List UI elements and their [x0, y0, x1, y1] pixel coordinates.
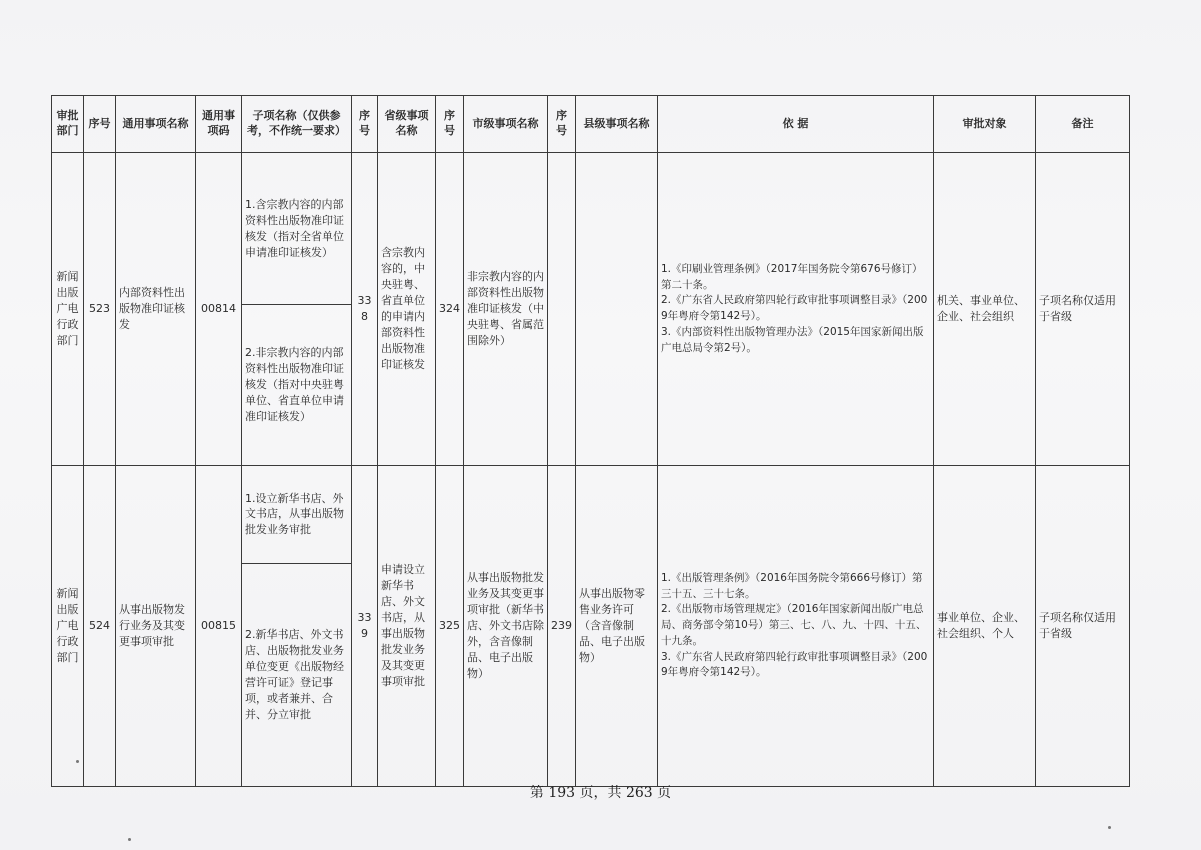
- scan-speck: [128, 838, 131, 841]
- city-name-cell: 非宗教内容的内部资料性出版物准印证核发（中央驻粤、省属范围除外）: [464, 153, 548, 466]
- dept-cell: 新闻出版广电行政部门: [52, 153, 84, 466]
- city-no-cell: 324: [436, 153, 464, 466]
- header-cell: 依 据: [658, 96, 934, 153]
- prov-no-cell: 338: [352, 153, 378, 466]
- basis-cell: [658, 466, 934, 787]
- basis-line: 3.《广东省人民政府第四轮行政审批事项调整目录》（2009年粤府令第142号）。: [661, 650, 928, 679]
- county-no-cell: 239: [548, 466, 576, 787]
- table-row: [52, 466, 1130, 564]
- note-cell: 子项名称仅适用于省级: [1036, 153, 1130, 466]
- item-code-cell: 00814: [196, 153, 242, 466]
- dept-cell: 新闻出版广电行政部门: [52, 466, 84, 787]
- header-cell: 市级事项名称: [464, 96, 548, 153]
- header-cell: 省级事项名称: [378, 96, 436, 153]
- header-cell: 子项名称（仅供参考，不作统一要求）: [242, 96, 352, 153]
- prov-no-cell: 339: [352, 466, 378, 787]
- header-cell: 序号: [84, 96, 116, 153]
- sub-item-cell: 1.含宗教内容的内部资料性出版物准印证核发（指对全省单位申请准印证核发）: [242, 153, 352, 305]
- note-cell: 子项名称仅适用于省级: [1036, 466, 1130, 787]
- target-cell: 机关、事业单位、企业、社会组织: [934, 153, 1036, 466]
- basis-line: 2.《出版物市场管理规定》（2016年国家新闻出版广电总局、商务部令第10号）第三、七、八、九、十四、十五、十九条。: [661, 603, 927, 647]
- header-cell: 备注: [1036, 96, 1130, 153]
- header-cell: 通用事项名称: [116, 96, 196, 153]
- header-cell: 县级事项名称: [576, 96, 658, 153]
- basis-line: 2.《广东省人民政府第四轮行政审批事项调整目录》（2009年粤府令第142号）。: [661, 294, 928, 322]
- city-no-cell: 325: [436, 466, 464, 787]
- sub-item-cell: 2.新华书店、外文书店、出版物批发业务单位变更《出版物经营许可证》登记事项，或者兼并、合并、分立审批: [242, 563, 352, 786]
- page-number-label: 第 193 页，共 263 页: [529, 785, 672, 801]
- approval-items-table: [51, 95, 1130, 787]
- item-name-cell: 内部资料性出版物准印证核发: [116, 153, 196, 466]
- item-no-cell: 523: [84, 153, 116, 466]
- header-cell: 序号: [352, 96, 378, 153]
- page-footer: [0, 782, 1201, 802]
- item-name-cell: 从事出版物发行业务及其变更事项审批: [116, 466, 196, 787]
- city-name-cell: 从事出版物批发业务及其变更事项审批（新华书店、外文书店除外，含音像制品、电子出版物）: [464, 466, 548, 787]
- county-no-cell: [548, 153, 576, 466]
- county-name-cell: [576, 153, 658, 466]
- prov-name-cell: 申请设立新华书店、外文书店，从事出版物批发业务及其变更事项审批: [378, 466, 436, 787]
- scan-speck: [76, 760, 79, 763]
- basis-line: 1.《出版管理条例》（2016年国务院令第666号修订）第三十五、三十七条。: [661, 571, 923, 600]
- sub-item-cell: 1.设立新华书店、外文书店，从事出版物批发业务审批: [242, 466, 352, 564]
- header-cell: 审批部门: [52, 96, 84, 153]
- county-name-cell: 从事出版物零售业务许可（含音像制品、电子出版物）: [576, 466, 658, 787]
- scan-speck: [1108, 826, 1111, 829]
- header-cell: 通用事项码: [196, 96, 242, 153]
- sub-item-cell: 2.非宗教内容的内部资料性出版物准印证核发（指对中央驻粤单位、省直单位申请准印证核发）: [242, 305, 352, 466]
- basis-line: 3.《内部资料性出版物管理办法》（2015年国家新闻出版广电总局令第2号）。: [661, 325, 924, 354]
- table-header-row: [52, 96, 1130, 153]
- table-row: [52, 153, 1130, 305]
- basis-line: 1.《印刷业管理条例》（2017年国务院令第676号修订）第二十条。: [661, 262, 923, 291]
- header-cell: 审批对象: [934, 96, 1036, 153]
- header-cell: 序号: [436, 96, 464, 153]
- header-cell: 序号: [548, 96, 576, 153]
- basis-cell: [658, 153, 934, 466]
- item-no-cell: 524: [84, 466, 116, 787]
- prov-name-cell: 含宗教内容的，中央驻粤、省直单位的申请内部资料性出版物准印证核发: [378, 153, 436, 466]
- item-code-cell: 00815: [196, 466, 242, 787]
- target-cell: 事业单位、企业、社会组织、个人: [934, 466, 1036, 787]
